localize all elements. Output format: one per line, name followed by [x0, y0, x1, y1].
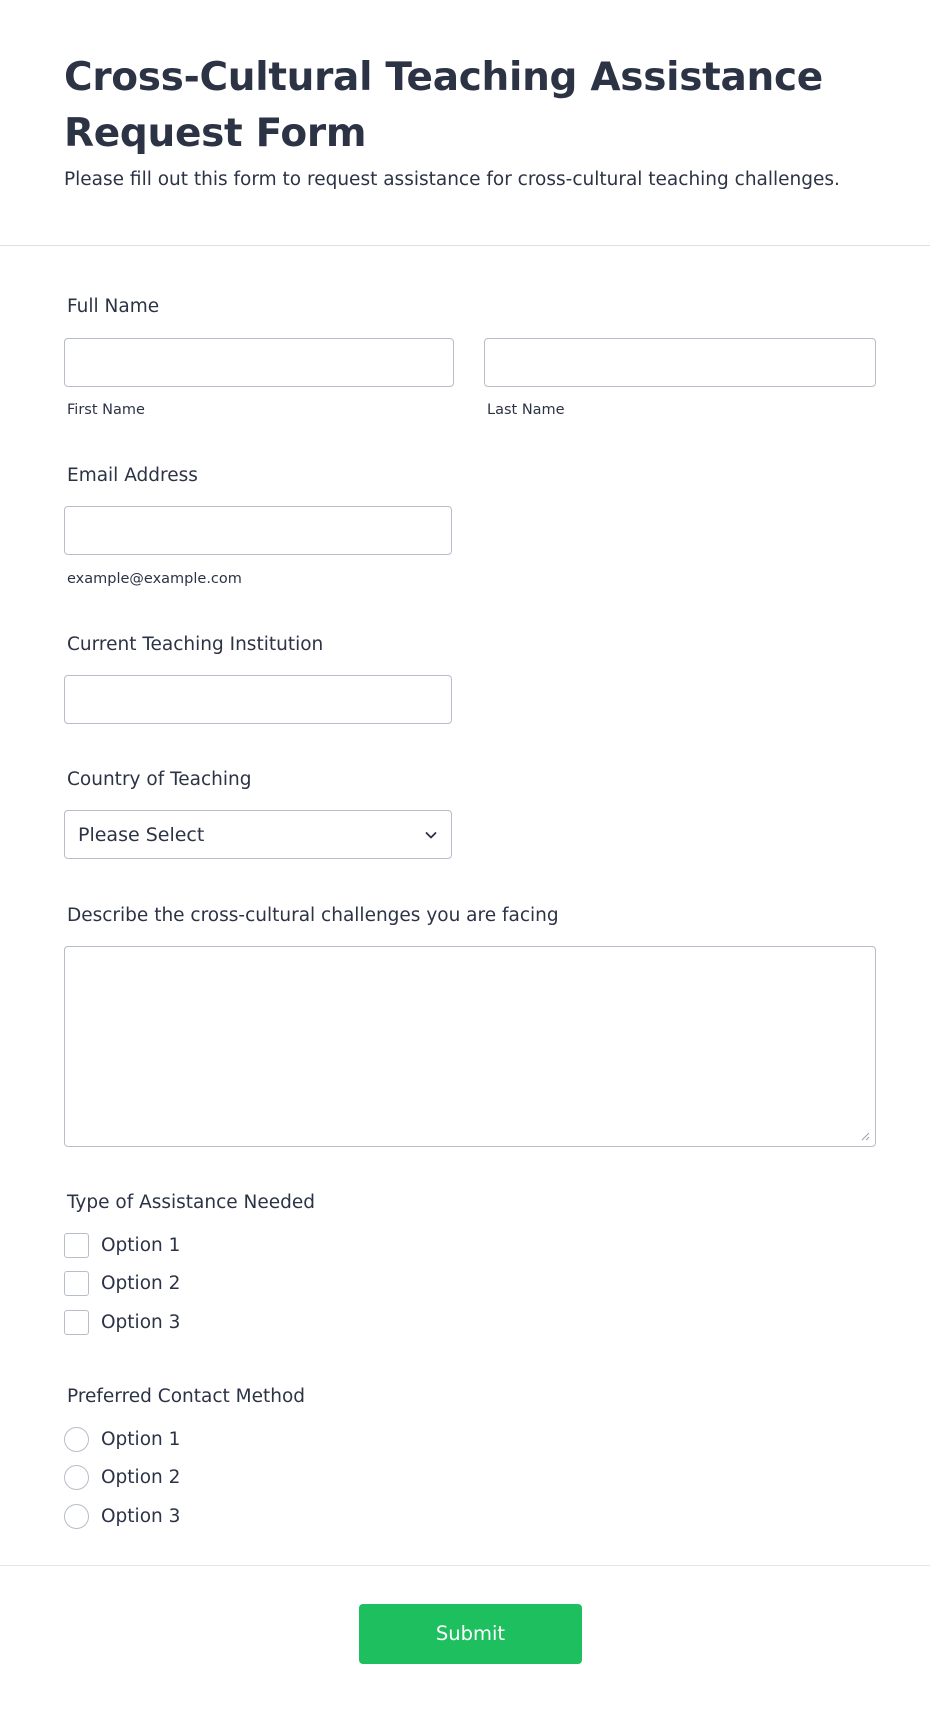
form-subtitle: Please fill out this form to request assistance for cross-cultural teaching challenges.: [64, 169, 840, 190]
option-label: Option 1: [101, 1429, 181, 1450]
institution-input[interactable]: [64, 675, 452, 724]
option-label: Option 1: [101, 1235, 181, 1256]
radio-button[interactable]: [64, 1465, 89, 1490]
country-label: Country of Teaching: [67, 769, 252, 790]
assistance-label: Type of Assistance Needed: [67, 1192, 316, 1213]
radio-button[interactable]: [64, 1504, 89, 1529]
contact-label: Preferred Contact Method: [67, 1386, 306, 1407]
first-name-input[interactable]: [64, 338, 454, 387]
challenges-textarea[interactable]: [64, 946, 876, 1147]
option-label: Option 3: [101, 1312, 181, 1333]
country-select[interactable]: [64, 810, 452, 859]
email-sublabel: example@example.com: [67, 571, 242, 587]
first-name-sublabel: First Name: [67, 402, 145, 418]
form-title: Cross-Cultural Teaching Assistance Request Form: [64, 55, 823, 156]
checkbox[interactable]: [64, 1271, 89, 1296]
institution-label: Current Teaching Institution: [67, 634, 324, 655]
chevron-down-icon: [423, 827, 439, 843]
email-input[interactable]: [64, 506, 452, 555]
resize-handle-icon[interactable]: [860, 1131, 870, 1141]
radio-button[interactable]: [64, 1427, 89, 1452]
checkbox[interactable]: [64, 1310, 89, 1335]
form-footer: [0, 1565, 930, 1713]
submit-button[interactable]: Submit: [359, 1604, 582, 1664]
option-label: Option 2: [101, 1467, 181, 1488]
last-name-sublabel: Last Name: [487, 402, 565, 418]
option-label: Option 2: [101, 1273, 181, 1294]
option-label: Option 3: [101, 1506, 181, 1527]
email-label: Email Address: [67, 465, 198, 486]
challenges-label: Describe the cross-cultural challenges you are facing: [67, 905, 559, 926]
checkbox[interactable]: [64, 1233, 89, 1258]
country-select-value: Please Select: [78, 824, 205, 846]
form-header: [0, 0, 930, 246]
full-name-label: Full Name: [67, 296, 160, 317]
last-name-input[interactable]: [484, 338, 876, 387]
